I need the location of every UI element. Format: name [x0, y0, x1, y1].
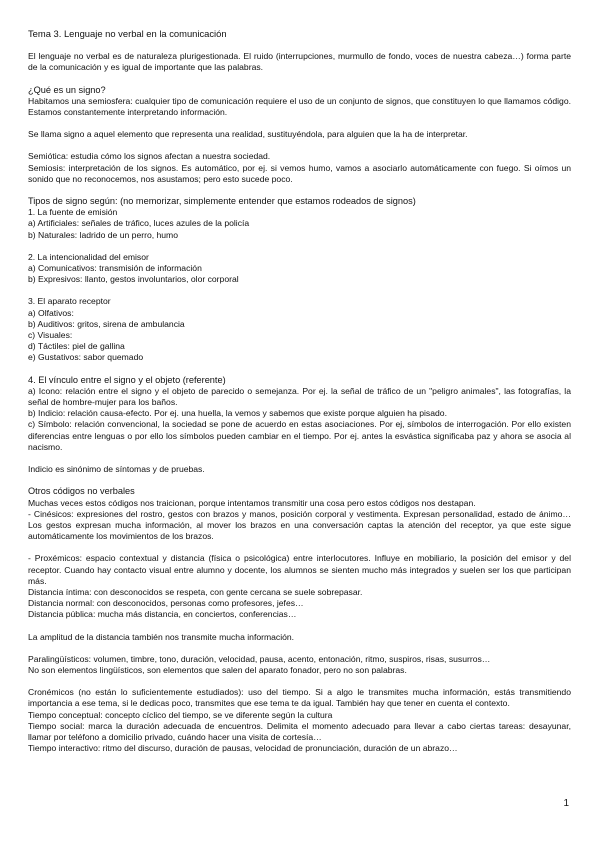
- indicio-note: Indicio es sinónimo de síntomas y de pruebas.: [28, 464, 205, 475]
- tiempo-line: Tiempo conceptual: concepto cíclico del tiempo, se ve diferente según la cultura: [28, 709, 333, 720]
- list-item: a) Artificiales: señales de tráfico, luces azules de la policía: [28, 218, 250, 229]
- page-number: 1: [563, 798, 569, 809]
- list-item: b) Naturales: ladrido de un perro, humo: [28, 229, 178, 240]
- tiempo-line: Tiempo interactivo: ritmo del discurso, duración de pausas, velocidad de pronunciación, duración de un abrazo…: [28, 743, 458, 754]
- tipos-heading: Tipos de signo según: (no memorizar, simplemente entender que estamos rodeados de signos): [28, 196, 416, 207]
- distancia-line: Distancia normal: con desconocidos, personas como profesores, jefes…: [28, 598, 304, 609]
- signo-paragraph-2: Se llama signo a aquel elemento que representa una realidad, sustituyéndola, para alguien que la ha de interpretar.: [28, 129, 468, 140]
- semiosis-paragraph: Semiosis: interpretación de los signos. Es automático, por ej. si vemos humo, vamos a asociarlo automáticamente con fuego. Si oímos un sonido que no reconocemos, nos asustamos; pero esto sucede poco.: [28, 162, 571, 184]
- list-item: d) Táctiles: piel de gallina: [28, 341, 125, 352]
- icono-paragraph: a) Icono: relación entre el signo y el objeto de parecido o semejanza. Por ej. la señal de tráfico de un "peligro animales", las fotografías, la señal de hombre-mujer para los baños.: [28, 385, 571, 408]
- distancia-line: Distancia pública: mucha más distancia, en conciertos, conferencias…: [28, 609, 297, 620]
- list-item: c) Visuales:: [28, 330, 73, 341]
- paralinguisticos-line: Paralingüísticos: volumen, timbre, tono, duración, velocidad, pausa, acento, entonación, ritmo, suspiros, risas, susurros…: [28, 653, 491, 664]
- signo-heading: ¿Qué es un signo?: [28, 84, 106, 95]
- list-item: 2. La intencionalidad del emisor: [28, 251, 149, 262]
- list-item: a) Comunicativos: transmisión de información: [28, 263, 202, 274]
- vinculo-heading: 4. El vínculo entre el signo y el objeto (referente): [28, 374, 226, 385]
- list-item: 1. La fuente de emisión: [28, 207, 118, 218]
- distancia-line: Distancia íntima: con desconocidos se respeta, con gente cercana se suele sobrepasar.: [28, 586, 363, 597]
- cinesicos-paragraph: - Cinésicos: expresiones del rostro, gestos con brazos y manos, posición corporal y vestimenta. Expresan personalidad, estado de ánimo… Los gestos expresan mucha información, al mover los brazos en una conversación captas la atención del receptor, ya que este sigue automáticamente los movimientos de los brazos.: [28, 508, 571, 542]
- list-item: b) Expresivos: llanto, gestos involuntarios, olor corporal: [28, 274, 239, 285]
- list-item: b) Auditivos: gritos, sirena de ambulancia: [28, 318, 185, 329]
- tiempo-line: Tiempo social: marca la duración adecuada de encuentros. Delimita el momento adecuado para llevar a cabo ciertas tareas: desayunar, llamar por teléfono a domicilio privado, cuándo hacer una visita de cortesía…: [28, 720, 571, 742]
- cronemicos-paragraph: Cronémicos (no están lo suficientemente estudiados): uso del tiempo. Si a algo le transmites mucha información, estás transmitiendo importancia a ese tema, si le dedicas poco, transmites que ese tema te da igual. También hay que tener en cuenta el contexto.: [28, 687, 571, 709]
- otros-heading: Otros códigos no verbales: [28, 486, 135, 497]
- list-item: 3. El aparato receptor: [28, 296, 111, 307]
- intro-paragraph: El lenguaje no verbal es de naturaleza plurigestionada. El ruido (interrupciones, murmullo de fondo, voces de nuestra cabeza…) forma parte de la comunicación y es igual de importante que las palabras.: [28, 51, 571, 73]
- proxemicos-paragraph: - Proxémicos: espacio contextual y distancia (física o psicológica) entre interlocutores. Influye en mobiliario, la posición del emisor y del receptor. Cuando hay contacto visual entre alumno y docente, los alumnos se sienten mucho más integrados y suelen ser los que participan más.: [28, 553, 571, 586]
- paralinguisticos-line: No son elementos lingüísticos, son elementos que salen del aparato fonador, pero no son palabras.: [28, 664, 407, 675]
- list-item: e) Gustativos: sabor quemado: [28, 352, 144, 363]
- semiotica-line: Semiótica: estudia cómo los signos afectan a nuestra sociedad.: [28, 151, 271, 162]
- simbolo-paragraph: c) Símbolo: relación convencional, la sociedad se pone de acuerdo en estas asociaciones. Por ej, símbolos de interrogación. Por ello existen diferencias entre lenguas o por ello los símbolos pueden cambiar en el tiempo. Por ej. antes la esvástica significaba paz y ahora se asocia al nacismo.: [28, 419, 571, 452]
- document-title: Tema 3. Lenguaje no verbal en la comunicación: [28, 28, 227, 39]
- amplitud-line: La amplitud de la distancia también nos transmite mucha información.: [28, 631, 295, 642]
- list-item: a) Olfativos:: [28, 307, 74, 318]
- indicio-paragraph: b) Indicio: relación causa-efecto. Por ej. una huella, la vemos y sabemos que existe porque alguien ha pisado.: [28, 408, 447, 419]
- document-page: [28, 28, 571, 754]
- otros-intro: Muchas veces estos códigos nos traicionan, porque intentamos transmitir una cosa pero estos códigos nos destapan.: [28, 497, 476, 508]
- signo-paragraph-1: Habitamos una semiosfera: cualquier tipo de comunicación requiere el uso de un conjunto de signos, que constituyen lo que llamamos código. Estamos constantemente interpretando información.: [28, 95, 571, 118]
